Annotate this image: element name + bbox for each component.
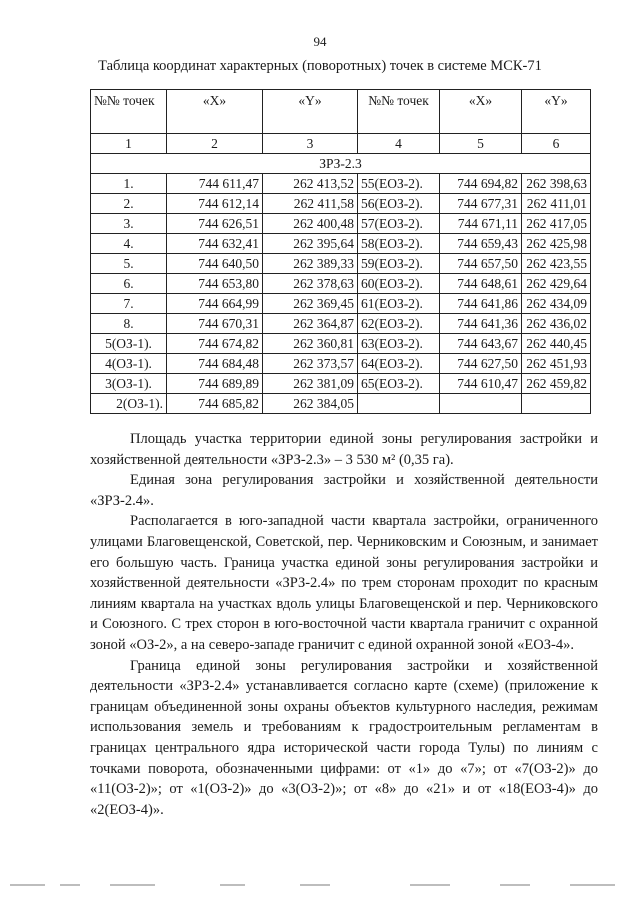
y-cell: 262 389,33 (263, 254, 358, 274)
point-number-cell-2: 62(ЕОЗ-2). (358, 314, 440, 334)
y-cell-2: 262 398,63 (522, 174, 591, 194)
table-row (91, 294, 591, 314)
section-row (91, 154, 591, 174)
header-y-2: «Y» (522, 90, 591, 134)
table-row (91, 234, 591, 254)
point-number-cell: 7. (91, 294, 167, 314)
y-cell-2: 262 451,93 (522, 354, 591, 374)
y-cell-2: 262 423,55 (522, 254, 591, 274)
table-row (91, 174, 591, 194)
y-cell: 262 413,52 (263, 174, 358, 194)
x-cell: 744 612,14 (167, 194, 263, 214)
point-number-cell-2: 65(ЕОЗ-2). (358, 374, 440, 394)
y-cell-2: 262 436,02 (522, 314, 591, 334)
paragraph: Граница единой зоны регулирования застройки и хозяйственной деятельности «ЗРЗ-2.4» устанавливается согласно карте (схеме) (приложение к границам объединенной зоны охраны объектов культурного наследия, режимам использования земель и требованиям к градостроительным регламентам в границах центрального ядра исторической части города Тулы) по линиям с точками поворота, обозначенными цифрами: от «1» до «7»; от «7(ОЗ-2)» до «11(ОЗ-2)»; от «1(ОЗ-2)» до «3(ОЗ-2)»; от «8» до «21» и от «18(ЕОЗ-4)» до «2(ЕОЗ-4)». (90, 657, 598, 818)
column-number: 3 (263, 134, 358, 154)
point-number-cell: 8. (91, 314, 167, 334)
x-cell-2: 744 610,47 (440, 374, 522, 394)
x-cell: 744 611,47 (167, 174, 263, 194)
table-row (91, 374, 591, 394)
x-cell-2: 744 627,50 (440, 354, 522, 374)
column-number: 4 (358, 134, 440, 154)
table-row (91, 254, 591, 274)
point-number-cell: 3. (91, 214, 167, 234)
paragraph: Располагается в юго-западной части квартала застройки, ограниченного улицами Благовещенской, Советской, пер. Черниковским и Союзным, и занимает его большую часть. Граница участка единой зоны регулирования застройки и хозяйственной деятельности «ЗРЗ-2.4» по трем сторонам проходит по красным линиям квартала на участках вдоль улицы Благовещенской и пер. Черниковского и Союзного. С трех сторон в юго-восточной части квартала граничит с охранной зоной «ОЗ-2», а на северо-западе граничит с единой охранной зоной «ЕОЗ-4». (90, 513, 598, 653)
y-cell: 262 369,45 (263, 294, 358, 314)
point-number-cell: 2(ОЗ-1). (91, 394, 167, 414)
y-cell-2: 262 417,05 (522, 214, 591, 234)
y-cell-2: 262 429,64 (522, 274, 591, 294)
y-cell-2: 262 425,98 (522, 234, 591, 254)
point-number-cell: 6. (91, 274, 167, 294)
table-row (91, 354, 591, 374)
point-number-cell-2: 59(ЕОЗ-2). (358, 254, 440, 274)
header-x: «X» (167, 90, 263, 134)
table-row (91, 314, 591, 334)
y-cell-2: 262 411,01 (522, 194, 591, 214)
y-cell: 262 411,58 (263, 194, 358, 214)
point-number-cell: 2. (91, 194, 167, 214)
table-header-row (91, 90, 591, 134)
y-cell: 262 395,64 (263, 234, 358, 254)
x-cell: 744 684,48 (167, 354, 263, 374)
table-row (91, 194, 591, 214)
header-point-number-2: №№ точек (358, 90, 440, 134)
x-cell: 744 685,82 (167, 394, 263, 414)
y-cell: 262 378,63 (263, 274, 358, 294)
point-number-cell-2: 63(ЕОЗ-2). (358, 334, 440, 354)
x-cell-2: 744 659,43 (440, 234, 522, 254)
x-cell-2: 744 694,82 (440, 174, 522, 194)
y-cell-2: 262 440,45 (522, 334, 591, 354)
page-number: 94 (313, 34, 327, 49)
header-y: «Y» (263, 90, 358, 134)
x-cell: 744 640,50 (167, 254, 263, 274)
column-number: 2 (167, 134, 263, 154)
x-cell: 744 689,89 (167, 374, 263, 394)
column-number: 6 (522, 134, 591, 154)
column-number: 1 (91, 134, 167, 154)
x-cell: 744 670,31 (167, 314, 263, 334)
point-number-cell-2: 57(ЕОЗ-2). (358, 214, 440, 234)
column-number: 5 (440, 134, 522, 154)
table-caption: Таблица координат характерных (поворотных) точек в системе МСК-71 (98, 58, 542, 74)
y-cell: 262 373,57 (263, 354, 358, 374)
point-number-cell-2: 64(ЕОЗ-2). (358, 354, 440, 374)
table-row (91, 394, 591, 414)
point-number-cell-2: 55(ЕОЗ-2). (358, 174, 440, 194)
y-cell: 262 364,87 (263, 314, 358, 334)
y-cell: 262 360,81 (263, 334, 358, 354)
point-number-cell: 4(ОЗ-1). (91, 354, 167, 374)
x-cell-2 (440, 394, 522, 414)
y-cell: 262 381,09 (263, 374, 358, 394)
y-cell-2: 262 434,09 (522, 294, 591, 314)
point-number-cell-2 (358, 394, 440, 414)
section-label: ЗРЗ-2.3 (91, 154, 591, 174)
table-row (91, 334, 591, 354)
x-cell-2: 744 648,61 (440, 274, 522, 294)
x-cell-2: 744 657,50 (440, 254, 522, 274)
x-cell-2: 744 643,67 (440, 334, 522, 354)
point-number-cell-2: 61(ЕОЗ-2). (358, 294, 440, 314)
header-point-number: №№ точек (91, 90, 167, 134)
x-cell: 744 664,99 (167, 294, 263, 314)
x-cell: 744 626,51 (167, 214, 263, 234)
y-cell-2 (522, 394, 591, 414)
point-number-cell: 4. (91, 234, 167, 254)
body-text (90, 429, 598, 820)
point-number-cell: 5(ОЗ-1). (91, 334, 167, 354)
column-number-row (91, 134, 591, 154)
x-cell-2: 744 677,31 (440, 194, 522, 214)
x-cell-2: 744 641,36 (440, 314, 522, 334)
point-number-cell-2: 60(ЕОЗ-2). (358, 274, 440, 294)
point-number-cell-2: 56(ЕОЗ-2). (358, 194, 440, 214)
table-row (91, 274, 591, 294)
table-row (91, 214, 591, 234)
x-cell: 744 674,82 (167, 334, 263, 354)
scan-artifact (0, 884, 640, 890)
x-cell-2: 744 671,11 (440, 214, 522, 234)
x-cell: 744 653,80 (167, 274, 263, 294)
point-number-cell-2: 58(ЕОЗ-2). (358, 234, 440, 254)
paragraph: Единая зона регулирования застройки и хозяйственной деятельности «ЗРЗ-2.4». (90, 472, 598, 509)
point-number-cell: 3(ОЗ-1). (91, 374, 167, 394)
y-cell-2: 262 459,82 (522, 374, 591, 394)
x-cell-2: 744 641,86 (440, 294, 522, 314)
coordinates-table (90, 89, 591, 414)
point-number-cell: 1. (91, 174, 167, 194)
paragraph: Площадь участка территории единой зоны регулирования застройки и хозяйственной деятельности «ЗРЗ-2.3» – 3 530 м² (0,35 га). (90, 431, 598, 468)
y-cell: 262 400,48 (263, 214, 358, 234)
x-cell: 744 632,41 (167, 234, 263, 254)
y-cell: 262 384,05 (263, 394, 358, 414)
header-x-2: «X» (440, 90, 522, 134)
point-number-cell: 5. (91, 254, 167, 274)
